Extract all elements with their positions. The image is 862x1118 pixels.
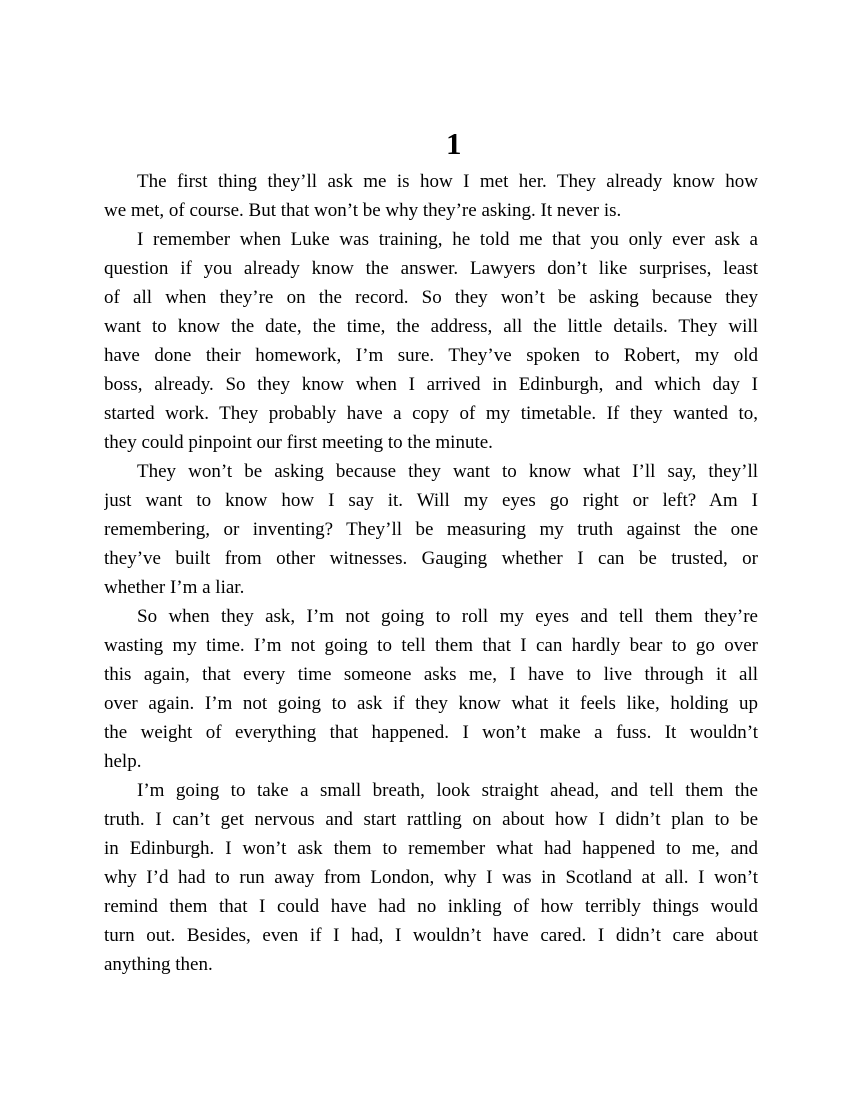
text-line: the weight of everything that happened. I won’t make a fuss. It wouldn’t bbox=[104, 722, 758, 743]
text-line: remind them that I could have had no inkling of how terribly things would bbox=[104, 896, 758, 917]
text-line: truth. I can’t get nervous and start rattling on about how I didn’t plan to be bbox=[104, 809, 758, 830]
text-line: why I’d had to run away from London, why I was in Scotland at all. I won’t bbox=[104, 867, 758, 888]
paragraph bbox=[104, 225, 758, 457]
text-line: started work. They probably have a copy of my timetable. If they wanted to, bbox=[104, 403, 758, 424]
text-line: boss, already. So they know when I arrived in Edinburgh, and which day I bbox=[104, 374, 758, 395]
text-line: just want to know how I say it. Will my eyes go right or left? Am I bbox=[104, 490, 758, 511]
page-body bbox=[104, 167, 758, 979]
text-line: anything then. bbox=[104, 954, 213, 975]
text-line: whether I’m a liar. bbox=[104, 577, 245, 598]
text-line: remembering, or inventing? They’ll be measuring my truth against the one bbox=[104, 519, 758, 540]
text-line: they could pinpoint our first meeting to the minute. bbox=[104, 432, 493, 453]
text-line: help. bbox=[104, 751, 142, 772]
text-line: of all when they’re on the record. So they won’t be asking because they bbox=[104, 287, 758, 308]
text-line: So when they ask, I’m not going to roll my eyes and tell them they’re bbox=[137, 606, 758, 627]
chapter-number: 1 bbox=[446, 126, 462, 161]
paragraph bbox=[104, 776, 758, 979]
text-line: wasting my time. I’m not going to tell them that I can hardly bear to go over bbox=[104, 635, 758, 656]
text-line: this again, that every time someone asks me, I have to live through it all bbox=[104, 664, 758, 685]
text-line: over again. I’m not going to ask if they know what it feels like, holding up bbox=[104, 693, 758, 714]
text-line: turn out. Besides, even if I had, I wouldn’t have cared. I didn’t care about bbox=[104, 925, 758, 946]
paragraph bbox=[104, 602, 758, 776]
text-line: The first thing they’ll ask me is how I met her. They already know how bbox=[137, 171, 758, 192]
text-line: want to know the date, the time, the address, all the little details. They will bbox=[104, 316, 758, 337]
text-line: question if you already know the answer. Lawyers don’t like surprises, least bbox=[104, 258, 758, 279]
paragraph bbox=[104, 457, 758, 602]
text-line: They won’t be asking because they want to know what I’ll say, they’ll bbox=[137, 461, 758, 482]
paragraph bbox=[104, 167, 758, 225]
text-line: in Edinburgh. I won’t ask them to remember what had happened to me, and bbox=[104, 838, 758, 859]
text-line: I’m going to take a small breath, look straight ahead, and tell them the bbox=[137, 780, 758, 801]
text-line: have done their homework, I’m sure. They’ve spoken to Robert, my old bbox=[104, 345, 758, 366]
text-line: we met, of course. But that won’t be why they’re asking. It never is. bbox=[104, 200, 622, 221]
text-line: I remember when Luke was training, he told me that you only ever ask a bbox=[137, 229, 758, 250]
text-line: they’ve built from other witnesses. Gauging whether I can be trusted, or bbox=[104, 548, 758, 569]
